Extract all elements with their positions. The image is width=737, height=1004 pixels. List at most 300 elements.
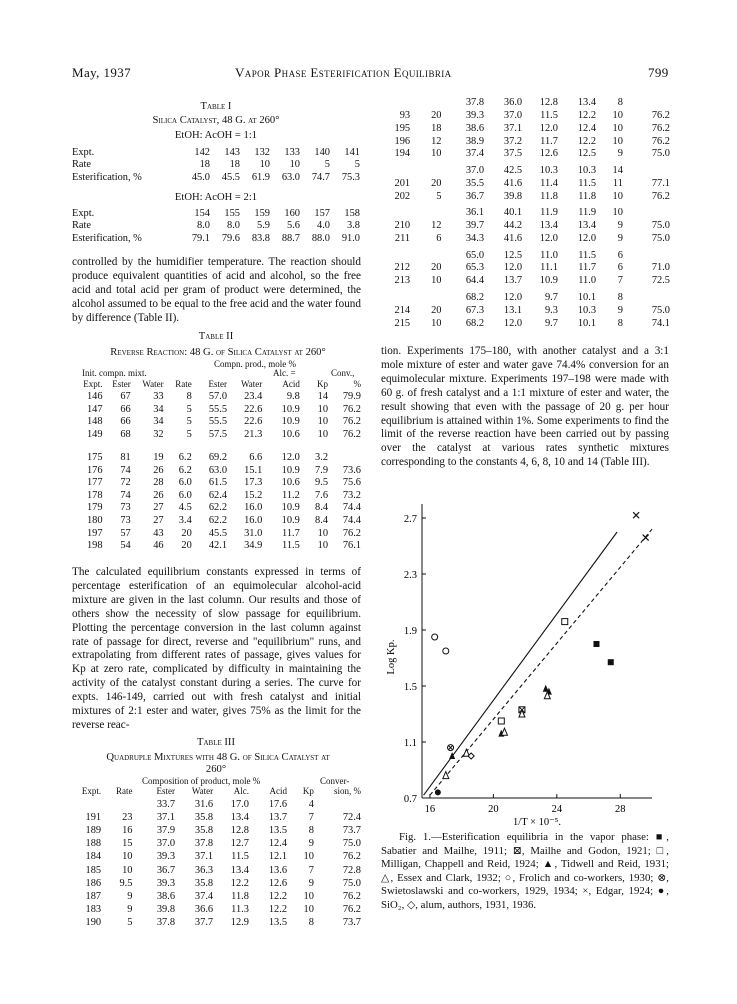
table-cell: 10.9: [281, 464, 300, 476]
table-cell: 5: [324, 159, 330, 171]
table-cell: 10.6: [281, 429, 300, 441]
table-cell: [410, 159, 441, 176]
table-cell: 13.5: [268, 916, 288, 928]
table-cell: 36.0: [503, 96, 523, 108]
table-cell: 73.7: [342, 916, 361, 928]
table-cell: 10: [317, 416, 329, 428]
table-row: [72, 451, 361, 464]
table-cell: 10: [303, 890, 314, 902]
x-tick-label: 28: [615, 804, 626, 815]
table-cell: 9: [617, 220, 623, 232]
marker-x: [633, 512, 639, 518]
table-cell: 184: [85, 851, 102, 863]
table-cell: 10: [431, 317, 442, 329]
x-tick-label: 16: [424, 804, 436, 815]
table-cell: 11.8: [540, 190, 558, 202]
table-cell: 195: [394, 122, 411, 134]
table-cell: 23: [122, 812, 133, 824]
table-cell: 186: [85, 877, 102, 889]
marker-open-circle: [432, 634, 438, 640]
marker-filled-square: [593, 641, 599, 647]
marker-open-triangle: [443, 772, 449, 779]
table-cell: 6: [436, 233, 442, 245]
table-cell: Expt.: [72, 207, 95, 219]
table-cell: 13.4: [539, 220, 558, 232]
table-cell: 36.6: [194, 903, 214, 915]
table-cell: 68: [120, 429, 131, 441]
table-cell: 9.7: [544, 317, 558, 329]
table-cell: 12.8: [230, 825, 249, 837]
table-cell: 16: [122, 825, 133, 837]
table-cell: 198: [86, 540, 103, 552]
table-cell: [381, 159, 410, 176]
table-cell: 17.3: [244, 477, 263, 489]
table-cell: [328, 451, 361, 464]
table-cell: 37.5: [503, 148, 523, 160]
table-cell: 215: [394, 317, 411, 329]
table2: [72, 379, 361, 552]
table-cell: 9: [127, 890, 133, 902]
table-cell: 69.2: [208, 451, 228, 463]
y-tick-label: 0.7: [403, 794, 417, 805]
table-cell: 8: [308, 916, 314, 928]
marker-filled-circle: [435, 789, 441, 795]
table-row: [72, 527, 361, 540]
table1-group1: [72, 146, 360, 184]
table-cell: 73: [120, 514, 131, 526]
table-row: [72, 824, 361, 837]
table-cell: 37.1: [194, 851, 214, 863]
table-cell: 43: [153, 527, 164, 539]
table-cell: 74.7: [311, 171, 330, 183]
table-cell: 76.2: [342, 851, 361, 863]
table-cell: 212: [394, 262, 411, 274]
table-row: [72, 390, 361, 403]
table-cell: 54: [120, 540, 131, 552]
marker-open-diamond: [468, 753, 474, 759]
table-cell: 11.2: [282, 489, 300, 501]
table-cell: 36.1: [465, 207, 485, 219]
table-cell: 10.9: [281, 502, 300, 514]
table-cell: 143: [224, 146, 240, 158]
table-cell: 4.0: [317, 220, 330, 232]
table-cell: 180: [86, 514, 103, 526]
table-cell: 5: [186, 429, 192, 441]
table-cell: 10.3: [577, 164, 597, 176]
table-cell: 6.0: [178, 489, 192, 501]
table-cell: 35.5: [465, 177, 485, 189]
table-cell: 11.5: [540, 109, 558, 121]
table-cell: 133: [284, 146, 300, 158]
table-row: [381, 95, 670, 108]
table-cell: 15.1: [244, 464, 263, 476]
table-cell: 178: [86, 489, 103, 501]
table-row: [72, 428, 361, 441]
table-cell: 11.9: [540, 207, 558, 219]
table-cell: 42.1: [208, 540, 228, 552]
table-cell: 39.3: [465, 109, 485, 121]
y-tick-label: 2.7: [403, 514, 417, 525]
table-cell: [381, 286, 410, 303]
table-cell: 188: [85, 838, 102, 850]
table-cell: 11.4: [540, 177, 558, 189]
table-cell: 73.7: [342, 825, 361, 837]
table-cell: 12.4: [577, 122, 597, 134]
table-cell: 63.0: [208, 464, 228, 476]
table3-subtitle-temp: 260°: [205, 764, 227, 775]
table-cell: 37.1: [156, 812, 176, 824]
table-cell: 36.7: [156, 864, 176, 876]
table-cell: 10: [122, 851, 133, 863]
table-cell: 202: [394, 190, 411, 202]
table-row: [72, 916, 361, 929]
table-cell: 196: [394, 135, 411, 147]
table-cell: 74: [120, 464, 131, 476]
table-cell: 36.3: [194, 864, 214, 876]
table-cell: 75.0: [342, 838, 361, 850]
table-cell: 11.5: [578, 177, 597, 189]
table-row: [72, 877, 361, 890]
table-cell: 201: [394, 177, 411, 189]
table-cell: 10.1: [577, 317, 597, 329]
table-row: [72, 890, 361, 903]
table-cell: 9: [308, 877, 314, 889]
table-cell: Kp: [302, 786, 314, 796]
table-cell: 74.1: [651, 317, 670, 329]
table-cell: 8.0: [197, 220, 210, 232]
table-cell: 9.8: [286, 390, 300, 402]
table-row: [381, 176, 670, 189]
table-cell: 211: [394, 233, 411, 245]
table-cell: 72.4: [342, 812, 361, 824]
table-cell: 73.6: [342, 464, 361, 476]
table-cell: 55.5: [208, 403, 228, 415]
table-cell: 11: [612, 177, 623, 189]
table2-header-prod: Compn. prod., mole %: [214, 359, 296, 369]
table-cell: 88.0: [311, 232, 330, 244]
marker-filled-square: [608, 659, 614, 665]
table-cell: 42.5: [503, 164, 523, 176]
table-cell: 10.9: [281, 416, 300, 428]
table2-header-init: Init. compn. mixt.: [82, 368, 147, 378]
table-cell: 7: [617, 275, 623, 287]
table-cell: 20: [181, 527, 192, 539]
table-cell: 10: [431, 148, 442, 160]
table-cell: 10.3: [539, 164, 558, 176]
table-row: [72, 514, 361, 527]
table-cell: 8.4: [315, 514, 329, 526]
table-cell: 3.8: [347, 220, 360, 232]
table2-title: Table II: [198, 331, 234, 342]
y-tick-label: 1.9: [403, 626, 417, 637]
table-row: [72, 863, 361, 876]
table-cell: 62.2: [208, 502, 228, 514]
table-cell: [623, 244, 670, 261]
table-cell: 5.9: [257, 220, 270, 232]
table2-header-conv: Conv.,: [331, 368, 355, 378]
x-tick-label: 24: [551, 804, 563, 815]
table-row: [72, 159, 360, 172]
table-cell: Ester: [112, 379, 131, 389]
table-cell: 13.4: [230, 812, 249, 824]
table-cell: Acid: [269, 786, 288, 796]
table-cell: Expt.: [72, 146, 95, 158]
table-cell: 27: [153, 502, 164, 514]
table-cell: 37.0: [503, 109, 523, 121]
table-cell: Rate: [72, 159, 92, 171]
table-cell: 75.3: [341, 171, 360, 183]
table-row: [381, 159, 670, 176]
paragraph-equilibrium-constants: The calculated equilibrium constants expressed in terms of percentage esterification of an equimolecular alcohol-acid mixture are given in the last column. Our results and those of others show the necessity of slow passage for equilibrium. Plotting the percentage conversion in the last column against rate of passage for direct, reverse and "equilibrium" runs, and extrapolating from different rates of passage, gives values for Kp at zero rate, complicated by difficulty in maintaining the activity of the catalyst constant during a series. The curve for expts. 146-149, carried out with fresh catalyst and initial mixtures of 2:1 ester and water, gives 75% as the limit for the reverse reac-: [72, 566, 361, 731]
table-cell: 9: [617, 304, 623, 316]
table-cell: 12.0: [503, 262, 523, 274]
table-cell: 10: [303, 851, 314, 863]
table-cell: 3.2: [315, 451, 329, 463]
table-cell: 12.0: [539, 122, 558, 134]
table-cell: 15.2: [244, 489, 263, 501]
marker-x: [643, 535, 649, 541]
table-cell: 19: [153, 451, 164, 463]
table-cell: 16.0: [244, 514, 263, 526]
table-cell: 35.8: [194, 877, 214, 889]
table-cell: 44.2: [503, 220, 523, 232]
table-cell: 13.4: [230, 864, 249, 876]
table-cell: 15: [122, 838, 133, 850]
table-row: [381, 189, 670, 202]
table-cell: 5: [186, 416, 192, 428]
table-cell: 10.3: [577, 304, 597, 316]
marker-open-square: [498, 718, 504, 724]
table-cell: 76.2: [342, 429, 361, 441]
table3-header-conv: Conver-: [320, 776, 350, 786]
table-cell: 11.5: [282, 540, 300, 552]
table-cell: 8: [617, 291, 623, 303]
table-cell: 13.7: [503, 275, 523, 287]
table-cell: 17.0: [230, 799, 249, 811]
table-cell: 5.6: [287, 220, 300, 232]
table-cell: 185: [85, 864, 102, 876]
table-cell: 12.2: [268, 890, 288, 902]
figure-caption: [381, 831, 669, 912]
table-cell: Water: [142, 379, 164, 389]
table-cell: Expt.: [81, 786, 102, 796]
table-cell: 8.4: [315, 502, 329, 514]
table-row: [381, 134, 670, 147]
table-cell: 6.2: [178, 464, 192, 476]
table-cell: 74.4: [342, 502, 361, 514]
table-cell: 38.6: [465, 122, 485, 134]
table-cell: 33: [153, 390, 164, 402]
table-cell: [381, 95, 410, 108]
table-cell: 91.0: [341, 232, 360, 244]
table-cell: 10.9: [539, 275, 558, 287]
table-cell: 20: [431, 109, 442, 121]
table-cell: 26: [153, 489, 164, 501]
paragraph-humidifier: controlled by the humidifier temperature. The reaction should produce equivalent quantities of acid and alcohol, so the free acid and total acid per gram of product were determined, the alcohol assumed to be equal to the free acid and the water found by difference (Table II).: [72, 256, 361, 324]
table-cell: 9.3: [544, 304, 558, 316]
table-cell: 66: [120, 403, 131, 415]
table-cell: 88.7: [281, 232, 300, 244]
table-cell: 28: [153, 477, 164, 489]
table-row: [72, 146, 360, 159]
table-cell: 10.9: [281, 403, 300, 415]
table-cell: 66: [120, 416, 131, 428]
table-cell: 39.8: [156, 903, 176, 915]
table-cell: 14: [317, 390, 329, 402]
page-number: 799: [648, 65, 669, 80]
table-cell: 6.2: [178, 451, 192, 463]
table-cell: 75.0: [651, 233, 670, 245]
table-cell: 76.2: [342, 416, 361, 428]
table-cell: 17.6: [268, 799, 288, 811]
table-cell: [410, 95, 441, 108]
table-cell: 159: [254, 207, 270, 219]
table-cell: 63.0: [281, 171, 300, 183]
table-row: [72, 171, 360, 184]
table-cell: 8: [186, 390, 192, 402]
table-cell: 148: [86, 416, 103, 428]
table-cell: Esterification, %: [72, 171, 142, 183]
table-cell: [623, 286, 670, 303]
table-cell: 146: [86, 390, 103, 402]
running-head-date: May, 1937: [72, 65, 132, 80]
table-cell: [72, 798, 101, 811]
table-row: [381, 316, 670, 329]
figure-caption-lead: Fig. 1.—Esterification equilibria in the vapor phase:: [399, 831, 649, 843]
table-cell: 12.2: [577, 109, 597, 121]
table-cell: 11.5: [231, 851, 249, 863]
table-cell: 8: [308, 825, 314, 837]
table-cell: 37.4: [465, 148, 485, 160]
table-row: [72, 416, 361, 429]
table-cell: 10: [259, 159, 270, 171]
table-cell: 8: [617, 317, 623, 329]
table-cell: 68.2: [465, 317, 485, 329]
table-row: [381, 303, 670, 316]
table-cell: 23.4: [244, 390, 263, 402]
table-cell: 9: [617, 233, 623, 245]
table-cell: 4: [308, 799, 314, 811]
marker-open-circle: [443, 648, 449, 654]
table-cell: 10.6: [281, 477, 300, 489]
table-cell: 76.2: [651, 190, 670, 202]
table-cell: 37.0: [156, 838, 176, 850]
table-cell: 10: [317, 527, 329, 539]
table-cell: 155: [224, 207, 240, 219]
table-cell: 39.7: [465, 220, 485, 232]
table-cell: 214: [394, 304, 411, 316]
table-cell: 10: [303, 903, 314, 915]
table-cell: 10: [431, 275, 442, 287]
table-cell: 55.5: [208, 416, 228, 428]
table-row: [72, 903, 361, 916]
table-cell: 35.8: [194, 812, 214, 824]
table-cell: 175: [86, 451, 103, 463]
table-cell: 57.0: [208, 390, 228, 402]
table-cell: [623, 159, 670, 176]
y-tick-label: 2.3: [403, 570, 417, 581]
table-cell: 76.2: [342, 890, 361, 902]
table-cell: [410, 286, 441, 303]
table-cell: 12.0: [577, 233, 597, 245]
table-cell: 22.6: [244, 403, 263, 415]
table-row: [381, 286, 670, 303]
table-cell: 9.5: [315, 477, 329, 489]
table-cell: 12.1: [268, 851, 288, 863]
table-cell: 39.8: [503, 190, 523, 202]
table-cell: 34.9: [244, 540, 263, 552]
table-cell: 34: [153, 416, 164, 428]
table-cell: 7: [308, 812, 314, 824]
table-cell: 11.8: [578, 190, 597, 202]
table-cell: 38.6: [156, 890, 176, 902]
table-cell: 12: [431, 135, 442, 147]
table-cell: 12.7: [230, 838, 249, 850]
table-cell: 93: [399, 109, 411, 121]
table-cell: 10: [317, 429, 329, 441]
table-cell: 57.5: [208, 429, 228, 441]
table-cell: 190: [85, 916, 102, 928]
table-cell: 160: [284, 207, 300, 219]
table-row: [381, 108, 670, 121]
table-cell: 62.2: [208, 514, 228, 526]
table-cell: 71.0: [651, 262, 670, 274]
table-cell: 147: [86, 403, 103, 415]
table-cell: 37.8: [194, 838, 214, 850]
table-cell: 76.1: [342, 540, 361, 552]
table-cell: 18: [229, 159, 240, 171]
table-cell: 3.4: [178, 514, 192, 526]
table-cell: 140: [314, 146, 330, 158]
table-cell: 8.0: [227, 220, 240, 232]
marker-open-triangle: [501, 728, 507, 735]
table-row: [72, 232, 360, 245]
table-cell: 74: [120, 489, 131, 501]
table-cell: 74.4: [342, 514, 361, 526]
table-cell: 12.6: [268, 877, 288, 889]
table-cell: 37.8: [156, 916, 176, 928]
table-cell: 141: [344, 146, 360, 158]
table-cell: 12.0: [539, 233, 558, 245]
table-cell: 13.6: [268, 864, 288, 876]
table-cell: 132: [254, 146, 270, 158]
table-cell: 142: [194, 146, 210, 158]
table-cell: 13.4: [577, 96, 597, 108]
table-cell: [410, 202, 441, 219]
table-cell: 72.5: [651, 275, 670, 287]
table-row: [381, 147, 670, 160]
table-cell: 76.2: [651, 122, 670, 134]
table-cell: 7.9: [315, 464, 329, 476]
table-row: [381, 244, 670, 261]
table-cell: 38.9: [465, 135, 485, 147]
table3-header-comp: Composition of product, mole %: [142, 776, 261, 786]
table-row: [72, 464, 361, 477]
table-cell: 45.5: [208, 527, 228, 539]
table-cell: 46: [153, 540, 164, 552]
table-cell: Alc.: [233, 786, 249, 796]
table-cell: 10: [612, 190, 623, 202]
table-row: [72, 837, 361, 850]
table-cell: 18: [431, 122, 442, 134]
table-cell: 20: [181, 540, 192, 552]
table-row: [72, 489, 361, 502]
table-cell: [381, 202, 410, 219]
table-cell: 5: [186, 403, 192, 415]
table-cell: 31.0: [244, 527, 263, 539]
table-cell: 176: [86, 464, 103, 476]
table-cell: 16.0: [244, 502, 263, 514]
